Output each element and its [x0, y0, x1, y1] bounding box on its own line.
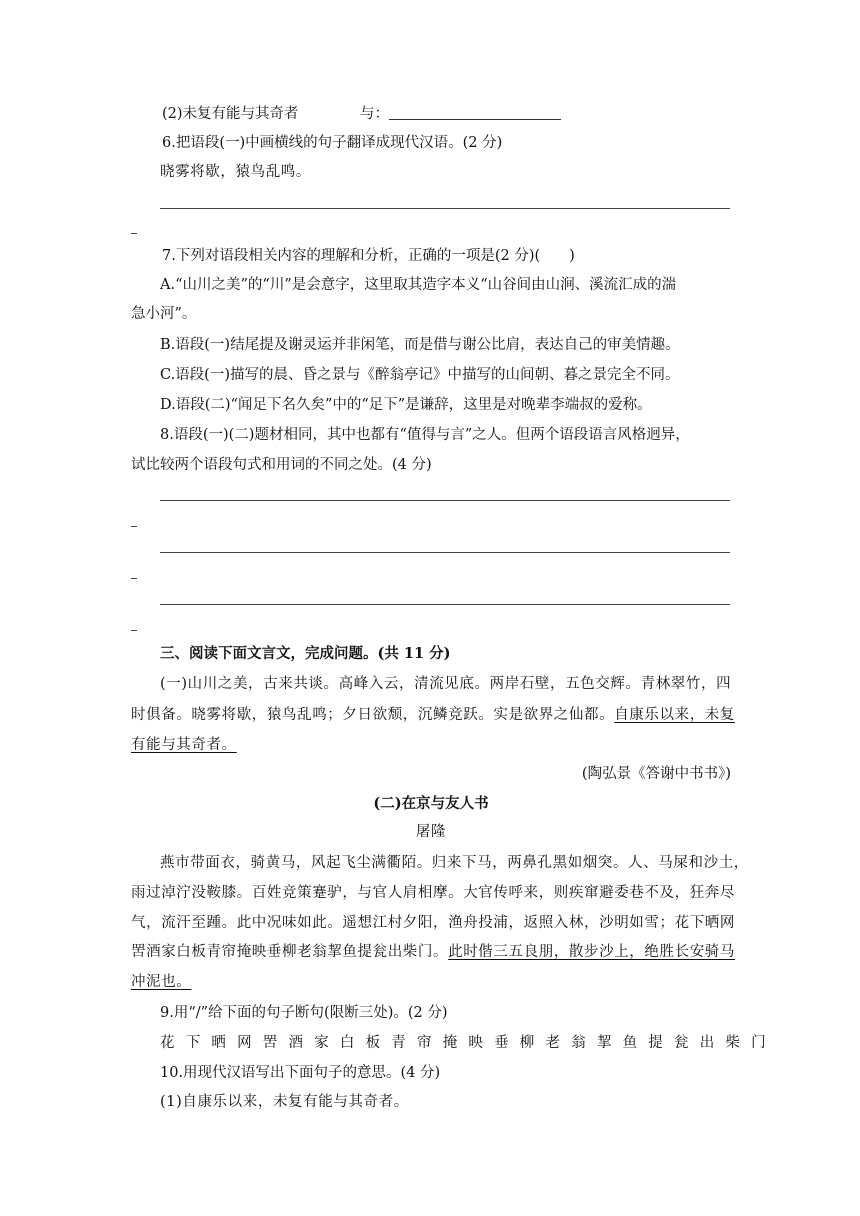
q7-stem: 7.下列对语段相关内容的理解和分析，正确的一项是(2 分)( ) [162, 248, 575, 264]
passage2-line-4 [131, 942, 735, 962]
q8-answer-line-1[interactable] [160, 500, 730, 501]
passage2-underlined-sentence: 此时偕三五良朋，散步沙上，绝胜长安骑马 [448, 944, 736, 960]
q8-answer-line-3[interactable] [160, 604, 730, 605]
answer-line-stub [131, 233, 137, 234]
section-3-heading: 三、阅读下面文言文，完成问题。(共 11 分) [160, 645, 451, 662]
passage2-line-4-text: 罟酒家白板青帘掩映垂柳老翁挈鱼提瓮出柴门。 [131, 944, 449, 960]
answer-line-stub [131, 526, 137, 527]
q10-stem: 10.用现代汉语写出下面句子的意思。(4 分) [160, 1065, 441, 1081]
passage2-line-5: 冲泥也。 [131, 974, 192, 990]
passage2-line-1: 燕市带面衣，骑黄马，风起飞尘满衢陌。归来下马，两鼻孔黑如烟突。人、马屎和沙土， [160, 855, 749, 871]
passage2-title: (二)在京与友人书 [373, 795, 489, 812]
q7-option-a: A.“山川之美”的“川”是会意字，这里取其造字本义“山谷间由山涧、溪流汇成的湍 [160, 277, 677, 293]
passage2-line-3: 气，流汗至踵。此中况味如此。遥想江村夕阳，渔舟投浦，返照入林，沙明如雪；花下晒网 [131, 915, 735, 931]
q8-stem: 8.语段(一)(二)题材相同，其中也都有“值得与言”之人。但两个语段语言风格迥异， [160, 427, 690, 443]
passage1-underlined-sentence: 自康乐以来，未复 [614, 707, 736, 723]
q9-sentence: 花下晒网罟酒家白板青帘掩映垂柳老翁挈鱼提瓮出柴门 [160, 1035, 777, 1051]
q8-answer-line-2[interactable] [160, 552, 730, 553]
q5-item2-answer [360, 104, 561, 124]
q5-answer-blank[interactable] [389, 105, 561, 120]
q7-option-d: D.语段(二)“闻足下名久矣”中的“足下”是谦辞，这里是对晚辈李端叔的爱称。 [160, 397, 652, 413]
passage2-author: 屠隆 [415, 824, 447, 840]
passage1-line-2-text: 时俱备。晓雾将歇，猿鸟乱鸣；夕日欲颓，沉鳞竞跃。实是欲界之仙都。 [131, 707, 615, 723]
passage1-line-3: 有能与其奇者。 [131, 737, 237, 753]
q6-stem: 6.把语段(一)中画横线的句子翻译成现代汉语。(2 分) [162, 135, 503, 151]
q6-sentence: 晓雾将歇，猿鸟乱鸣。 [160, 164, 311, 180]
answer-line-stub [131, 578, 137, 579]
q7-option-c: C.语段(一)描写的晨、昏之景与《醉翁亭记》中描写的山间朝、暮之景完全不同。 [160, 367, 680, 383]
passage2-line-2: 雨过淖泞没鞍膝。百姓竞策蹇驴，与官人肩相摩。大官传呼来，则疾窜避委巷不及，狂奔尽 [131, 885, 735, 901]
q10-item-1: (1)自康乐以来，未复有能与其奇者。 [160, 1094, 409, 1110]
q5-item2-yu: 与： [360, 106, 389, 122]
passage1-source: (陶弘景《答谢中书书》) [581, 766, 731, 782]
q9-stem: 9.用“/”给下面的句子断句(限断三处)。(2 分) [160, 1005, 448, 1021]
q5-item2-label: (2)未复有能与其奇者 [162, 106, 299, 122]
answer-line-stub [131, 630, 137, 631]
q8-stem-cont: 试比较两个语段句式和用词的不同之处。(4 分) [131, 457, 432, 473]
passage1-line-2 [131, 705, 735, 725]
q7-option-b: B.语段(一)结尾提及谢灵运并非闲笔，而是借与谢公比肩，表达自己的审美情趣。 [160, 337, 680, 353]
q7-option-a-cont: 急小河”。 [131, 306, 197, 322]
passage1-line-1: (一)山川之美，古来共谈。高峰入云，清流见底。两岸石壁，五色交辉。青林翠竹，四 [160, 676, 732, 692]
q6-answer-line[interactable] [160, 208, 730, 209]
q5-item2 [162, 104, 299, 124]
